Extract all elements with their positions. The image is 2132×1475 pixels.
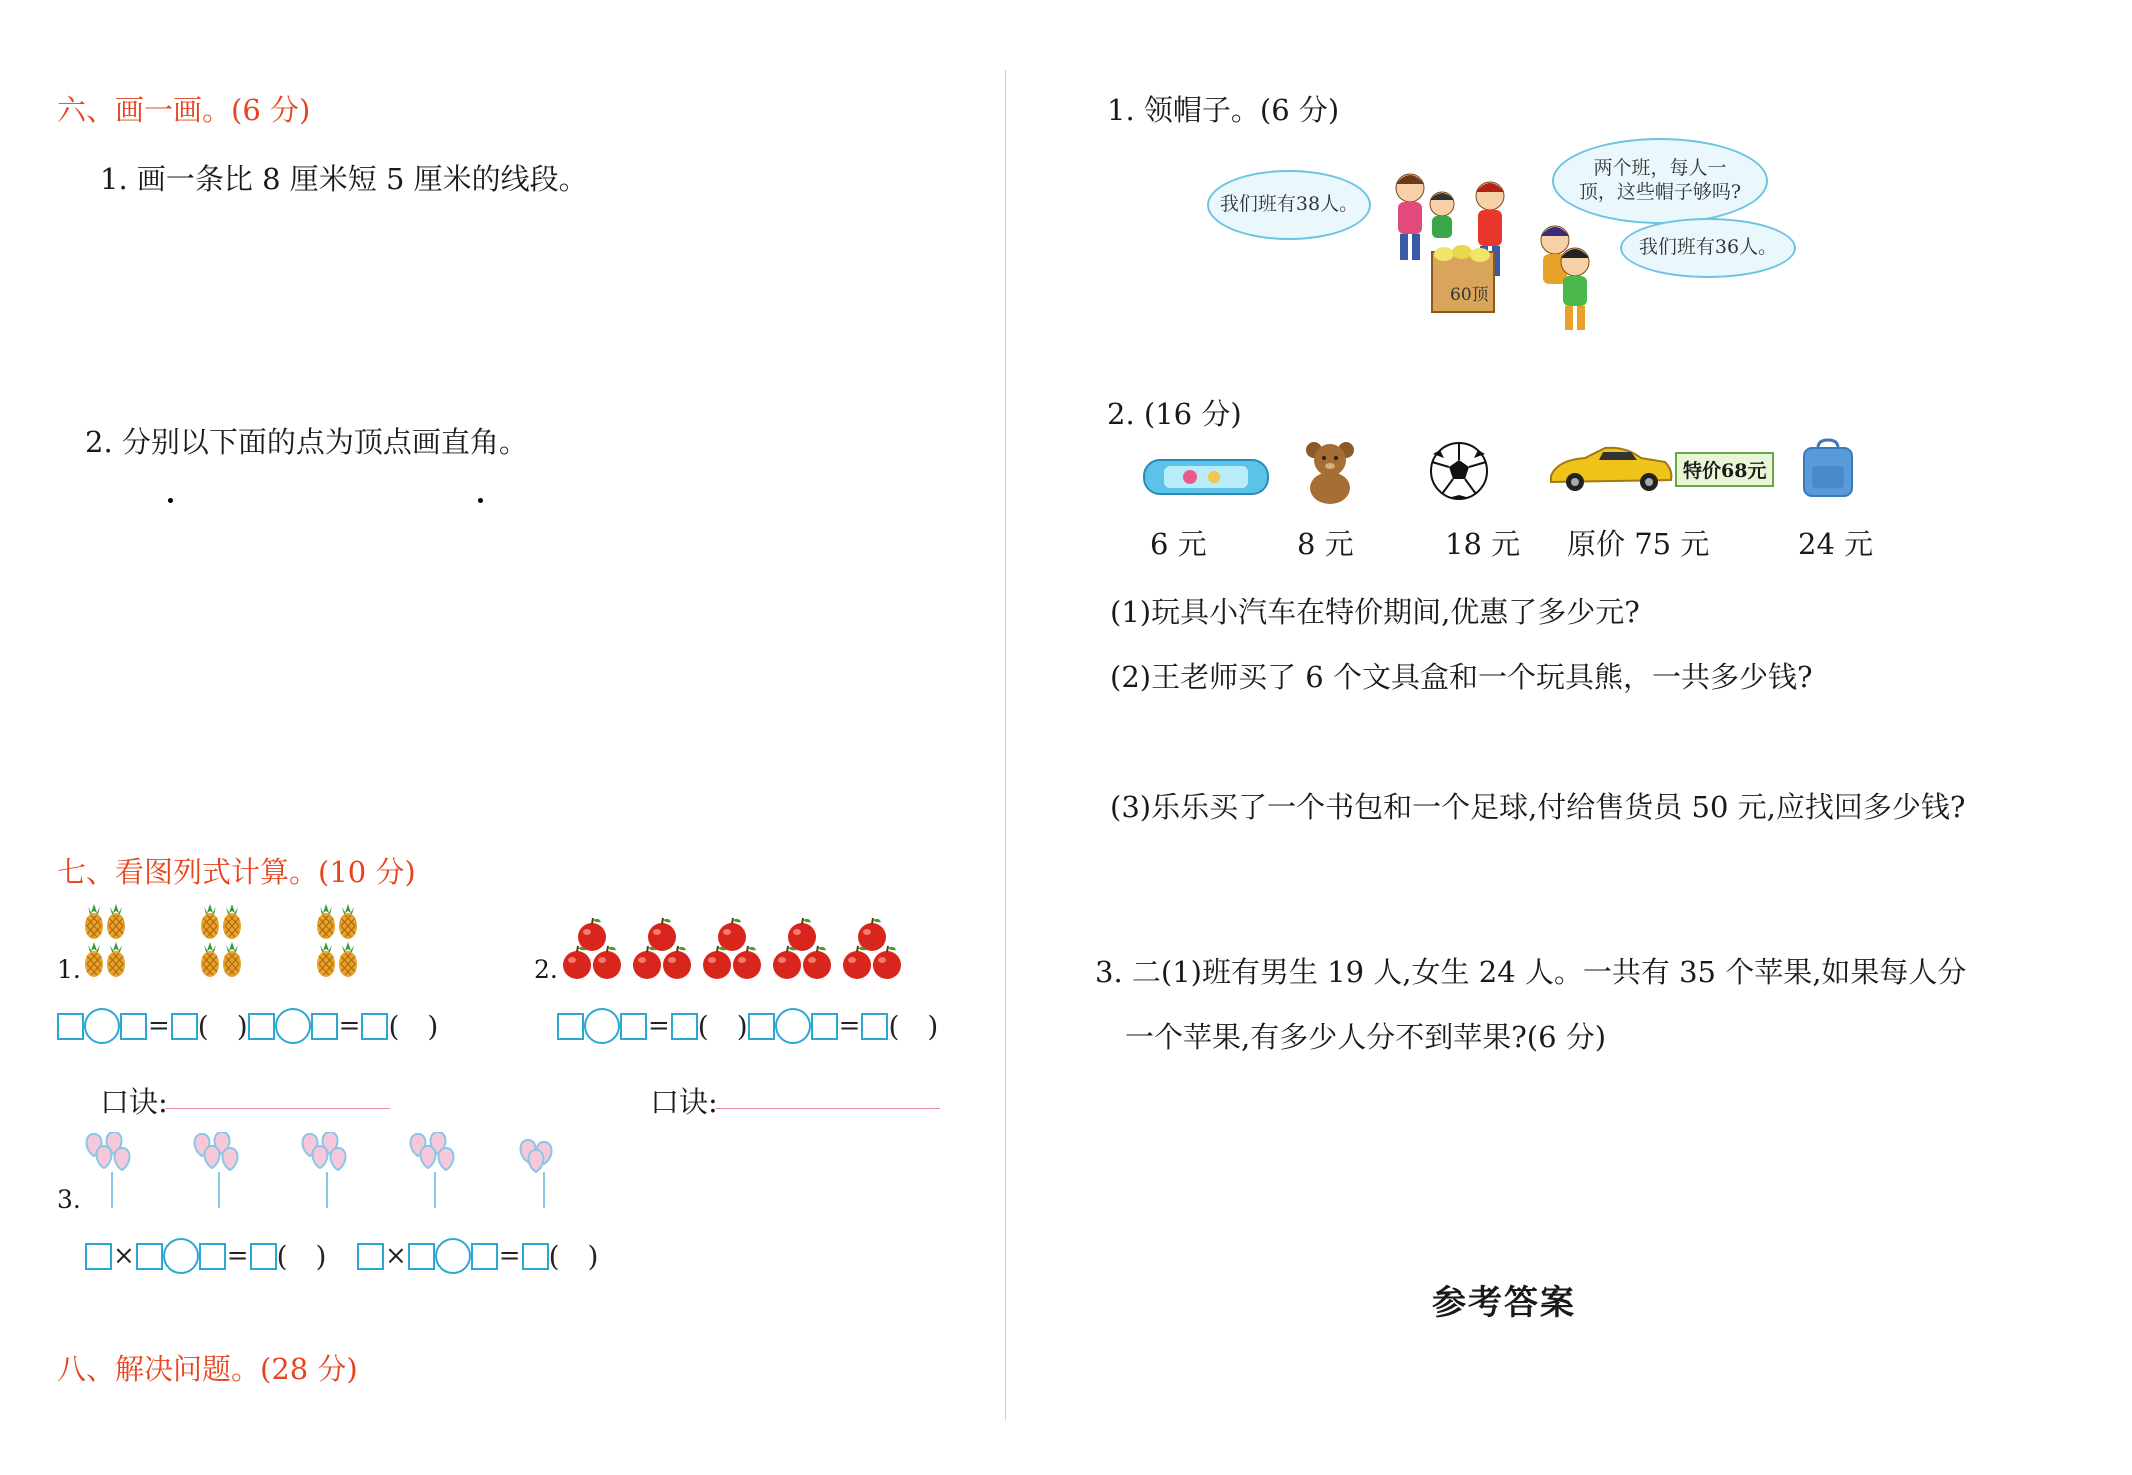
answer-box[interactable]: [408, 1243, 435, 1270]
times-sign: ×: [113, 1240, 135, 1271]
answer-box[interactable]: [57, 1013, 84, 1040]
speech-text-right: 我们班有36人。: [1638, 236, 1778, 259]
answer-circle[interactable]: [435, 1238, 471, 1274]
school-bag-image: [1800, 438, 1856, 500]
page-divider: [1005, 70, 1006, 1420]
answer-circle[interactable]: [775, 1008, 811, 1044]
answer-box[interactable]: [171, 1013, 198, 1040]
section-8-title: 八、解决问题。(28 分): [57, 1352, 358, 1386]
speech-bubble-left: [1207, 170, 1371, 240]
answer-circle[interactable]: [163, 1238, 199, 1274]
vertex-point-1: [168, 498, 173, 503]
answer-parentheses[interactable]: ( ): [197, 1009, 248, 1043]
answer-circle[interactable]: [275, 1008, 311, 1044]
toy-car-image: [1545, 440, 1677, 496]
answer-box[interactable]: [250, 1243, 277, 1270]
answer-box[interactable]: [861, 1013, 888, 1040]
answer-box[interactable]: [557, 1013, 584, 1040]
equals-sign: =: [648, 1010, 670, 1041]
speech-text-top-2: 顶，这些帽子够吗?: [1578, 181, 1742, 203]
answer-circle[interactable]: [584, 1008, 620, 1044]
answer-box[interactable]: [811, 1013, 838, 1040]
question-hats-title: 1. 领帽子。(6 分): [1107, 93, 1340, 127]
answer-box[interactable]: [522, 1243, 549, 1270]
sub-question-3: (3)乐乐买了一个书包和一个足球,付给售货员 50 元,应找回多少钱?: [1110, 790, 1966, 824]
answer-circle[interactable]: [84, 1008, 120, 1044]
answer-box[interactable]: [357, 1243, 384, 1270]
special-price-tag: 特价68元: [1675, 452, 1774, 487]
koujue-label-2: 口诀:: [650, 1085, 718, 1119]
sub-question-2: (2)王老师买了 6 个文具盒和一个玩具熊，一共多少钱?: [1110, 660, 1813, 694]
equals-sign: =: [148, 1010, 170, 1041]
answer-key-heading: 参考答案: [1432, 1283, 1576, 1323]
price-toy-car: 原价 75 元: [1567, 527, 1710, 561]
answer-box[interactable]: [620, 1013, 647, 1040]
speech-text-left: 我们班有38人。: [1219, 193, 1359, 216]
soccer-ball-image: [1428, 440, 1490, 502]
equals-sign: =: [338, 1010, 361, 1041]
answer-parentheses[interactable]: ( ): [697, 1009, 748, 1043]
section-7-title: 七、看图列式计算。(10 分): [57, 855, 416, 889]
balloon-groups-image: [82, 1132, 582, 1212]
price-teddy-bear: 8 元: [1297, 527, 1354, 561]
price-school-bag: 24 元: [1798, 527, 1874, 561]
answer-box[interactable]: [120, 1013, 147, 1040]
answer-box[interactable]: [199, 1243, 226, 1270]
pineapple-groups-image: [82, 902, 382, 980]
answer-parentheses[interactable]: ( ): [388, 1009, 439, 1043]
speech-text-top-1: 两个班，每人一: [1593, 157, 1727, 180]
item-number-3: 3.: [57, 1185, 81, 1214]
teddy-bear-image: [1300, 438, 1360, 506]
answer-box[interactable]: [248, 1013, 275, 1040]
question-draw-line: 1. 画一条比 8 厘米短 5 厘米的线段。: [100, 162, 588, 196]
answer-box[interactable]: [85, 1243, 112, 1270]
hat-box-label: 60顶: [1450, 285, 1489, 305]
times-sign: ×: [385, 1240, 407, 1271]
price-pencil-case: 6 元: [1150, 527, 1207, 561]
apple-groups-image: [560, 915, 910, 987]
equals-sign: =: [838, 1010, 861, 1041]
answer-box[interactable]: [311, 1013, 338, 1040]
equation-row-3b: [357, 1239, 598, 1273]
equation-row-2: [557, 1009, 938, 1043]
answer-parentheses[interactable]: ( ): [888, 1009, 939, 1043]
vertex-point-2: [478, 498, 483, 503]
item-number-2: 2.: [534, 955, 558, 984]
answer-box[interactable]: [136, 1243, 163, 1270]
question-apples-line1: 3. 二(1)班有男生 19 人,女生 24 人。一共有 35 个苹果,如果每人分: [1095, 955, 1967, 989]
koujue-label-1: 口诀:: [100, 1085, 168, 1119]
speech-bubble-right: [1620, 218, 1796, 278]
children-with-hat-box-illustration: [1380, 160, 1630, 335]
question-draw-right-angle: 2. 分别以下面的点为顶点画直角。: [85, 425, 528, 459]
equals-sign: =: [226, 1240, 249, 1271]
section-6-title: 六、画一画。(6 分): [57, 93, 311, 127]
koujue-answer-line-2[interactable]: [715, 1108, 940, 1109]
answer-box[interactable]: [361, 1013, 388, 1040]
question-apples-line2: 一个苹果,有多少人分不到苹果?(6 分): [1125, 1020, 1607, 1054]
item-number-1: 1.: [57, 955, 81, 984]
price-soccer-ball: 18 元: [1445, 527, 1521, 561]
equals-sign: =: [498, 1240, 521, 1271]
equation-row-1: [57, 1009, 438, 1043]
koujue-answer-line-1[interactable]: [165, 1108, 390, 1109]
question-shopping-title: 2. (16 分): [1107, 397, 1242, 431]
sub-question-1: (1)玩具小汽车在特价期间,优惠了多少元?: [1110, 595, 1640, 629]
equation-row-3a: [85, 1239, 326, 1273]
pencil-case-image: [1140, 448, 1272, 504]
answer-parentheses[interactable]: ( ): [276, 1239, 327, 1273]
answer-parentheses[interactable]: ( ): [548, 1239, 599, 1273]
answer-box[interactable]: [748, 1013, 775, 1040]
answer-box[interactable]: [671, 1013, 698, 1040]
answer-box[interactable]: [471, 1243, 498, 1270]
